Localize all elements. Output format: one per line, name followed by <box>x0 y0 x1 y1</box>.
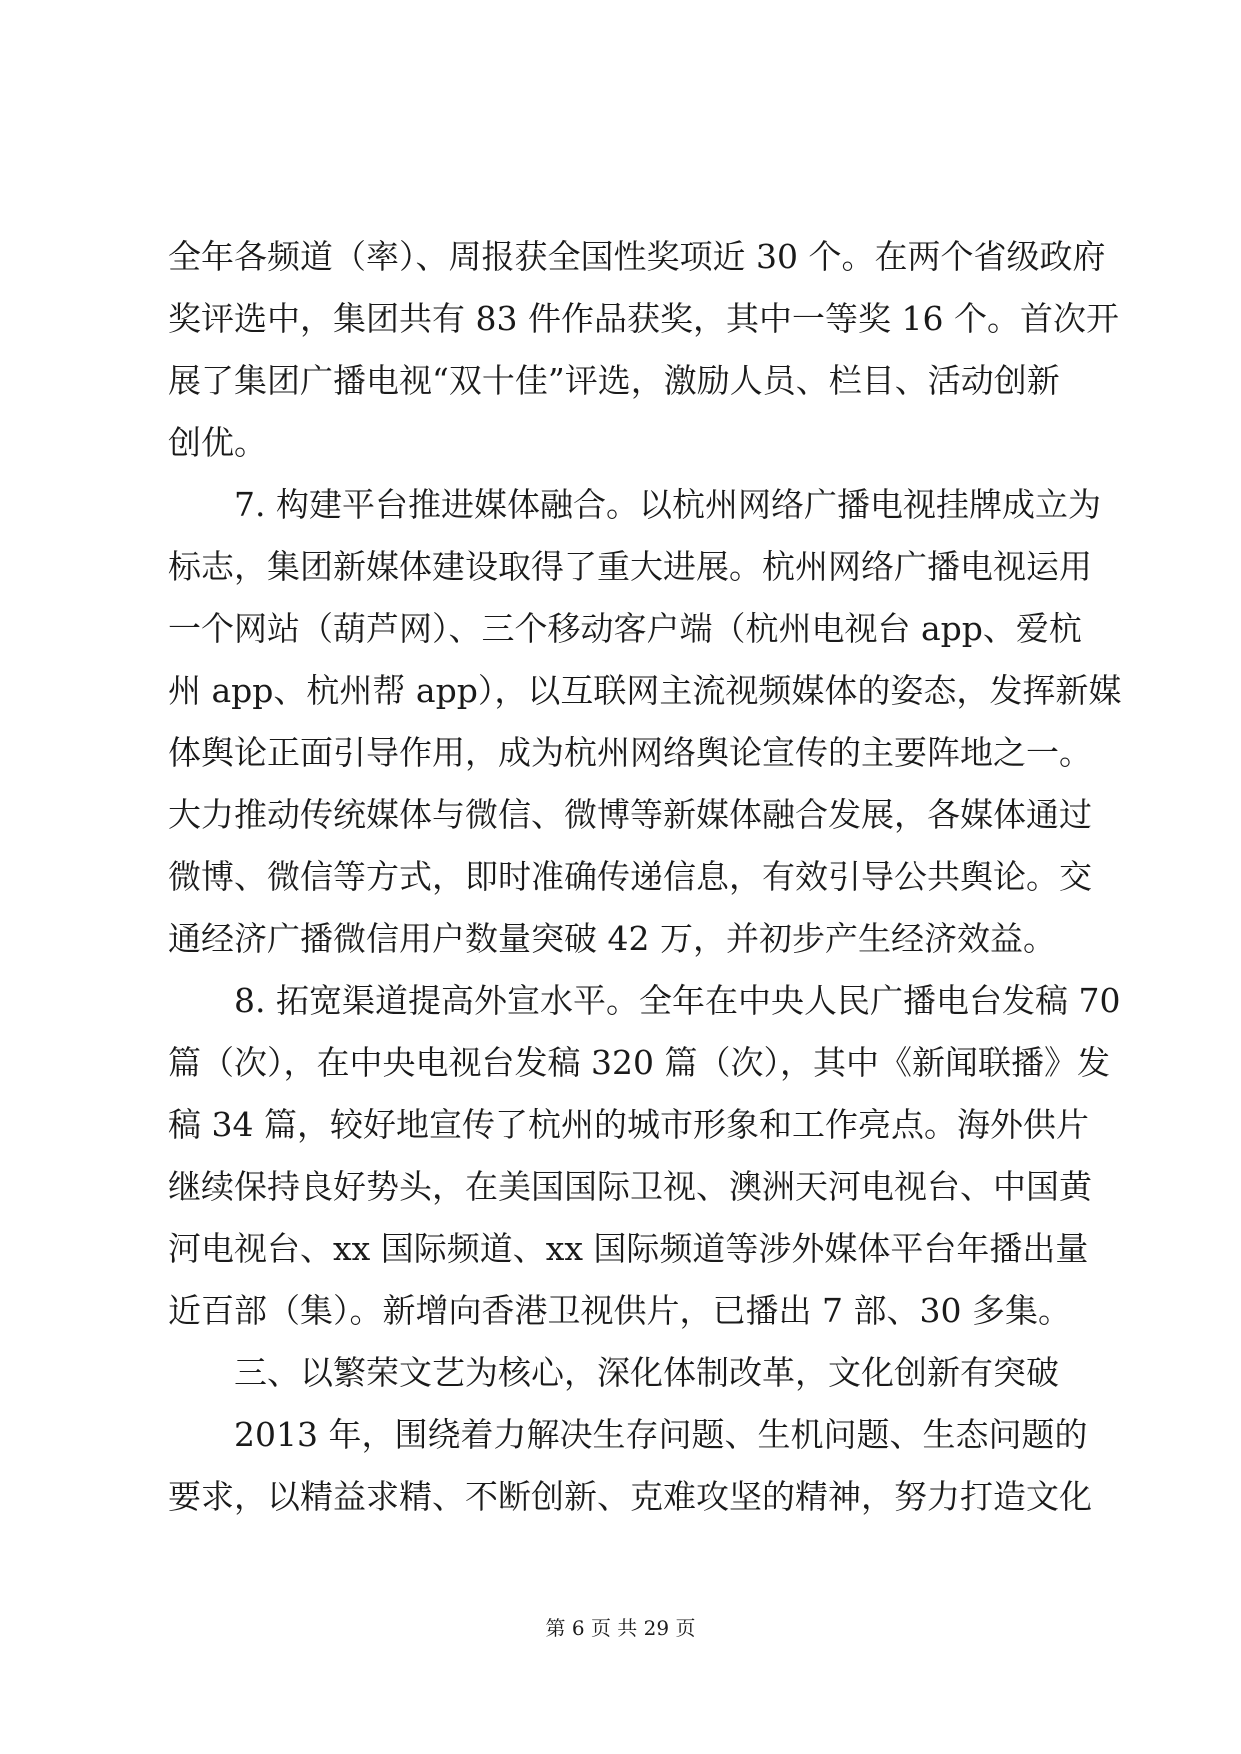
text-line: 大力推动传统媒体与微信、微博等新媒体融合发展，各媒体通过 <box>168 795 1092 834</box>
text-line: 稿 34 篇，较好地宣传了杭州的城市形象和工作亮点。海外供片 <box>168 1105 1089 1144</box>
text-line: 近百部（集）。新增向香港卫视供片，已播出 7 部、30 多集。 <box>168 1291 1071 1330</box>
text-line: 2013 年，围绕着力解决生存问题、生机问题、生态问题的 <box>234 1415 1088 1454</box>
text-line: 体舆论正面引导作用，成为杭州网络舆论宣传的主要阵地之一。 <box>168 733 1092 772</box>
section-heading-7: 7. 构建平台推进媒体融合。以杭州网络广播电视挂牌成立为 <box>234 485 1101 524</box>
section-heading-8: 8. 拓宽渠道提高外宣水平。全年在中央人民广播电台发稿 70 <box>234 981 1121 1020</box>
text-line: 全年各频道（率）、周报获全国性奖项近 30 个。在两个省级政府 <box>168 237 1106 276</box>
document-body <box>168 226 1122 1528</box>
chapter-heading-3: 三、以繁荣文艺为核心，深化体制改革，文化创新有突破 <box>234 1353 1059 1392</box>
text-line: 展了集团广播电视“双十佳”评选，激励人员、栏目、活动创新 <box>168 361 1060 400</box>
text-line: 篇（次），在中央电视台发稿 320 篇（次），其中《新闻联播》发 <box>168 1043 1110 1082</box>
text-line: 要求，以精益求精、不断创新、克难攻坚的精神，努力打造文化 <box>168 1477 1092 1516</box>
text-line: 奖评选中，集团共有 83 件作品获奖，其中一等奖 16 个。首次开 <box>168 299 1119 338</box>
text-line: 创优。 <box>168 423 267 462</box>
text-line: 州 app、杭州帮 app），以互联网主流视频媒体的姿态，发挥新媒 <box>168 671 1122 710</box>
text-line: 标志，集团新媒体建设取得了重大进展。杭州网络广播电视运用 <box>168 547 1092 586</box>
text-line: 通经济广播微信用户数量突破 42 万，并初步产生经济效益。 <box>168 919 1056 958</box>
text-line: 继续保持良好势头，在美国国际卫视、澳洲天河电视台、中国黄 <box>168 1167 1092 1206</box>
text-line: 河电视台、xx 国际频道、xx 国际频道等涉外媒体平台年播出量 <box>168 1229 1089 1268</box>
text-line: 一个网站（葫芦网）、三个移动客户端（杭州电视台 app、爱杭 <box>168 609 1082 648</box>
page-number-footer: 第 6 页 共 29 页 <box>545 1616 696 1640</box>
text-line: 微博、微信等方式，即时准确传递信息，有效引导公共舆论。交 <box>168 857 1092 896</box>
